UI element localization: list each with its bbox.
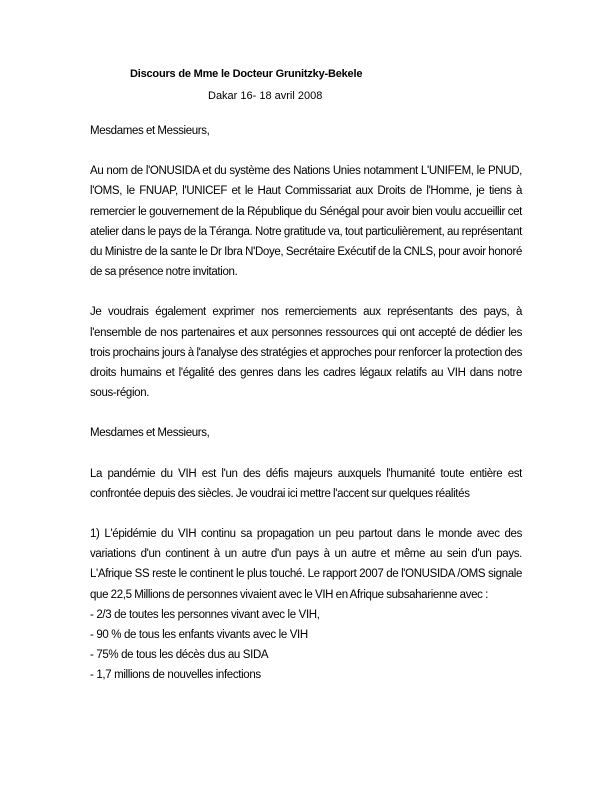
- statistics-list: [90, 605, 522, 686]
- list-item: - 90 % de tous les enfants vivants avec le VIH: [90, 629, 308, 642]
- paragraph-4: 1) L'épidémie du VIH continu sa propagation un peu partout dans le monde avec des variations d'un continent à un autre d'un pays à un autre et même au sein d'un pays. L'Afrique SS reste le continent le plus touché. Le rapport 2007 de l'ONUSIDA /OMS signale que 22,5 Millions de personnes vivaient avec le VIH en Afrique subsaharienne avec :: [90, 528, 522, 601]
- speech-body: [90, 121, 522, 686]
- speech-title: Discours de Mme le Docteur Grunitzky-Bekele: [130, 68, 363, 80]
- list-item: - 1,7 millions de nouvelles infections: [90, 669, 261, 682]
- paragraph-2: Je voudrais également exprimer nos remerciements aux représentants des pays, à l'ensemble de nos partenaires et aux personnes ressources qui ont accepté de dédier les trois prochains jours à l'analyse des stratégies et approches pour renforcer la protection des droits humains et l'égalité des genres dans les cadres légaux relatifs au VIH dans notre sous-région.: [90, 306, 522, 400]
- paragraph-1: Au nom de l'ONUSIDA et du système des Nations Unies notamment L'UNIFEM, le PNUD, l'OMS, le FNUAP, l'UNICEF et le Haut Commissariat aux Droits de l'Homme, je tiens à remercier le gouvernement de la République du Sénégal pour avoir bien voulu accueillir cet atelier dans le pays de la Téranga. Notre gratitude va, tout particulièrement, au représentant du Ministre de la sante le Dr Ibra N'Doye, Secrétaire Exécutif de la CNLS, pour avoir honoré de sa présence notre invitation.: [90, 165, 522, 279]
- place-date: Dakar 16- 18 avril 2008: [208, 90, 323, 102]
- greeting-1: Mesdames et Messieurs,: [90, 125, 210, 137]
- paragraph-3: La pandémie du VIH est l'un des défis majeurs auxquels l'humanité toute entière est confrontée depuis des siècles. Je voudrai ici mettre l'accent sur quelques réalités: [90, 467, 522, 500]
- greeting-2: Mesdames et Messieurs,: [90, 427, 210, 440]
- list-item: - 75% de tous les décès dus au SIDA: [90, 649, 269, 662]
- list-item: - 2/3 de toutes les personnes vivant avec le VIH,: [90, 608, 320, 621]
